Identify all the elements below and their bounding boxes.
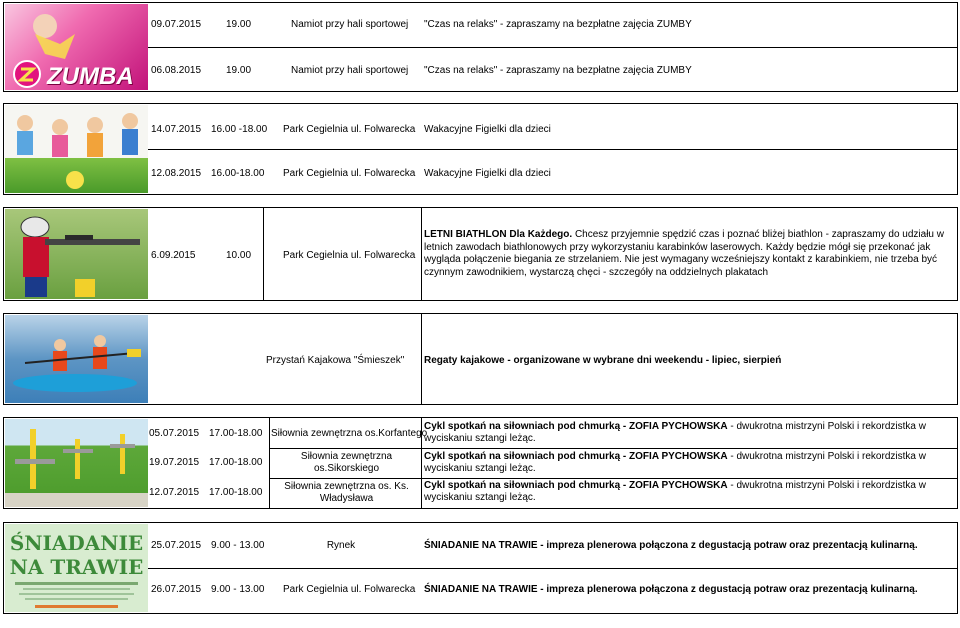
poster-title-2: NA TRAWIE xyxy=(9,555,144,579)
gym-row-3-date: 12.07.2015 xyxy=(149,487,200,498)
gym-row-2-date: 19.07.2015 xyxy=(149,457,200,468)
gym-row-1-date: 05.07.2015 xyxy=(149,428,200,439)
zumba-row-2-date: 06.08.2015 xyxy=(151,65,202,76)
figielki-row-2-date: 12.08.2015 xyxy=(151,168,202,179)
figielki-row-2-desc: Wakacyjne Figielki dla dzieci xyxy=(424,168,551,179)
biathlon-time: 10.00 xyxy=(226,250,252,261)
poster-fine-print-icon xyxy=(5,524,148,612)
figielki-row-1-time: 16.00 -18.00 xyxy=(211,124,268,135)
gym-row-1-time: 17.00-18.00 xyxy=(209,428,263,439)
zumba-row-1-place: Namiot przy hali sportowej xyxy=(291,19,409,30)
biathlon-image xyxy=(5,209,148,299)
gym-row-1-desc-rest: - dwukrotna mistrzyni Polski i rekordzistka w wyciskaniu sztangi leżąc. xyxy=(424,421,926,444)
zumba-logo-text: ZUMBA xyxy=(47,63,134,90)
sniadanie-row-2-date: 26.07.2015 xyxy=(151,584,202,595)
zumba-row-1-time: 19.00 xyxy=(226,19,252,30)
sniadanie-row-2-desc: ŚNIADANIE NA TRAWIE - impreza plenerowa połączona z degustacją potraw oraz prezentacją kulinarną. xyxy=(424,584,918,595)
outdoor-gym-icon xyxy=(5,419,148,507)
kayak-image xyxy=(5,315,148,403)
figielki-row-1-desc: Wakacyjne Figielki dla dzieci xyxy=(424,124,551,135)
gym-row-2-time: 17.00-18.00 xyxy=(209,457,263,468)
event-block-gym xyxy=(3,417,958,509)
sniadanie-row-2-time: 9.00 - 13.00 xyxy=(211,584,265,595)
figielki-row-1-place: Park Cegielnia ul. Folwarecka xyxy=(283,124,416,135)
kayak-desc: Regaty kajakowe - organizowane w wybrane dni weekendu - lipiec, sierpień xyxy=(424,355,782,366)
gym-row-2-desc-bold: Cykl spotkań na siłowniach pod chmurką - ZOFIA PYCHOWSKA xyxy=(424,451,728,462)
zumba-row-1-date: 09.07.2015 xyxy=(151,19,202,30)
event-block-sniadanie xyxy=(3,522,958,614)
event-block-zumba xyxy=(3,2,958,92)
children-playing-icon xyxy=(5,105,148,193)
event-block-biathlon xyxy=(3,207,958,301)
biathlon-place: Park Cegielnia ul. Folwarecka xyxy=(283,250,416,261)
zumba-image xyxy=(5,4,148,90)
sniadanie-row-1-place: Rynek xyxy=(326,540,356,551)
gym-row-3-desc xyxy=(424,480,956,504)
zumba-row-2-place: Namiot przy hali sportowej xyxy=(291,65,409,76)
gym-row-3-place: Siłownia zewnętrzna os. Ks. Władysława xyxy=(284,481,409,504)
gym-row-2-desc xyxy=(424,451,956,475)
biathlon-title: LETNI BIATHLON Dla Każdego. xyxy=(424,229,573,240)
zumba-row-2-desc: "Czas na relaks" - zapraszamy na bezpłatne zajęcia ZUMBY xyxy=(424,65,692,76)
zumba-row-1-desc: "Czas na relaks" - zapraszamy na bezpłatne zajęcia ZUMBY xyxy=(424,19,692,30)
gym-row-3-time: 17.00-18.00 xyxy=(209,487,263,498)
event-block-figielki xyxy=(3,103,958,195)
sniadanie-row-1-time: 9.00 - 13.00 xyxy=(211,540,265,551)
biathlon-description xyxy=(424,229,954,279)
outdoor-gym-image xyxy=(5,419,148,507)
poster-title-1: ŚNIADANIE xyxy=(9,531,144,555)
gym-row-3-desc-bold: Cykl spotkań na siłowniach pod chmurką - ZOFIA PYCHOWSKA xyxy=(424,480,728,491)
gym-row-2-place: Siłownia zewnętrzna os.Sikorskiego xyxy=(300,451,393,474)
gym-row-1-desc xyxy=(424,421,956,445)
gym-row-3-desc-rest: - dwukrotna mistrzyni Polski i rekordzistka w wyciskaniu sztangi leżąc. xyxy=(424,480,926,503)
event-block-kayak xyxy=(3,313,958,405)
biathlon-desc: Chcesz przyjemnie spędzić czas i poznać bliżej biathlon - zapraszamy do udziału w letnich zawodach biathlonowych przy wykorzystaniu karabinków laserowych. Każdy będzie mógł się przekonać jak wygląda połączenie biegania ze strzelaniem. Nie jest wymagany wcześniejszy kontakt z karabinkiem, nie trzeba być czynnym zawodnikiem, wystarczą chęci - szczegóły na oddzielnych plakatach xyxy=(424,229,944,278)
sniadanie-poster-image xyxy=(5,524,148,612)
sniadanie-row-1-date: 25.07.2015 xyxy=(151,540,202,551)
gym-row-1-place: Siłownia zewnętrzna os.Korfantego xyxy=(271,428,428,439)
biathlon-date: 6.09.2015 xyxy=(151,250,196,261)
figielki-row-2-time: 16.00-18.00 xyxy=(211,168,265,179)
gym-row-2-desc-rest: - dwukrotna mistrzyni Polski i rekordzistka w wyciskaniu sztangi leżąc. xyxy=(424,451,926,474)
kayak-place: Przystań Kajakowa "Śmieszek" xyxy=(266,355,405,366)
figielki-row-1-date: 14.07.2015 xyxy=(151,124,202,135)
zumba-row-2-time: 19.00 xyxy=(226,65,252,76)
gym-row-1-desc-bold: Cykl spotkań na siłowniach pod chmurką - ZOFIA PYCHOWSKA xyxy=(424,421,728,432)
kayak-icon xyxy=(5,315,148,403)
sniadanie-row-2-place: Park Cegielnia ul. Folwarecka xyxy=(283,584,416,595)
sniadanie-row-1-desc: ŚNIADANIE NA TRAWIE - impreza plenerowa połączona z degustacją potraw oraz prezentacją kulinarną. xyxy=(424,540,918,551)
children-image xyxy=(5,105,148,193)
biathlon-shooter-icon xyxy=(5,209,148,299)
figielki-row-2-place: Park Cegielnia ul. Folwarecka xyxy=(283,168,416,179)
